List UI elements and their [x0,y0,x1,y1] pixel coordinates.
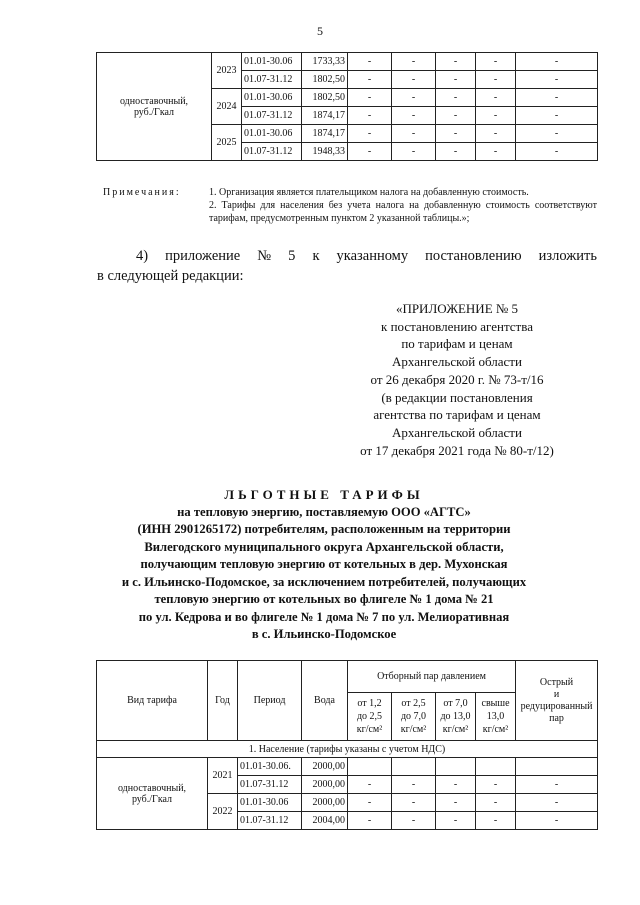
dash-cell [476,758,516,776]
dash-cell: - [516,143,598,161]
dash-cell: - [516,125,598,143]
dash-cell: - [392,107,436,125]
period-header: Период [238,661,302,741]
pressure-3-header: от 7,0 до 13,0 кг/см² [436,693,476,741]
dash-cell: - [392,89,436,107]
dash-cell [392,758,436,776]
appendix-header [340,300,574,459]
page-number: 5 [317,24,323,38]
dash-cell [436,758,476,776]
dash-cell: - [476,776,516,794]
dash-cell [516,758,598,776]
water-header: Вода [302,661,348,741]
dash-cell: - [436,53,476,71]
dash-cell: - [516,53,598,71]
appendix-line: агентства по тарифам и ценам [373,407,541,423]
preferential-tariff-table [96,660,598,830]
dash-cell: - [516,812,598,830]
paragraph-word: № [257,248,272,264]
year-header: Год [208,661,238,741]
paragraph-word: постановлению [425,248,522,264]
dash-cell: - [348,125,392,143]
dash-cell: - [348,794,392,812]
dash-cell: - [516,107,598,125]
dash-cell: - [392,71,436,89]
dash-cell: - [348,89,392,107]
period-cell: 01.01-30.06 [238,794,302,812]
pressure-2-header: от 2,5 до 7,0 кг/см² [392,693,436,741]
paragraph-4-line-1 [97,246,597,266]
dash-cell: - [348,71,392,89]
period-cell: 01.07-31.12 [242,143,302,161]
appendix-line: (в редакции постановления [381,389,533,405]
year-cell: 2024 [212,89,242,125]
dash-cell: - [392,143,436,161]
paragraph-word: 5 [288,248,296,264]
paragraph-word: 4) [136,248,149,264]
year-cell: 2021 [208,758,238,794]
dash-cell: - [348,143,392,161]
appendix-line: к постановлению агентства [381,318,533,334]
period-cell: 01.07-31.12 [238,776,302,794]
section-row [97,741,598,758]
dash-cell: - [516,794,598,812]
period-cell: 01.01-30.06 [242,89,302,107]
title-heading: ЛЬГОТНЫЕ ТАРИФЫ [224,487,424,502]
dash-cell: - [436,776,476,794]
dash-cell: - [348,776,392,794]
paragraph-word: указанному [336,248,409,264]
title-line: на тепловую энергию, поставляемую ООО «АГТС» [177,504,471,519]
period-cell: 01.01-30.06 [242,125,302,143]
appendix-line: Архангельской области [392,424,522,440]
section-cell: 1. Население (тарифы указаны с учетом НДС) [97,741,598,758]
dash-cell: - [476,71,516,89]
appendix-line: от 26 декабря 2020 г. № 73-т/16 [370,371,544,387]
water-cell: 1874,17 [302,125,348,143]
pressure-1-header: от 1,2 до 2,5 кг/см² [348,693,392,741]
dash-cell: - [436,125,476,143]
period-cell: 01.01-30.06 [242,53,302,71]
appendix-line: от 17 декабря 2021 года № 80-т/12) [360,442,554,458]
dash-cell: - [392,53,436,71]
water-cell: 1874,17 [302,107,348,125]
dash-cell: - [476,53,516,71]
water-cell: 2004,00 [302,812,348,830]
dash-cell: - [476,89,516,107]
dash-cell: - [348,107,392,125]
paragraph-word: приложение [165,248,241,264]
paragraph-word: к [312,248,320,264]
appendix-line: Архангельской области [392,354,522,370]
dash-cell: - [476,143,516,161]
water-cell: 2000,00 [302,758,348,776]
year-cell: 2022 [208,794,238,830]
title-line: тепловую энергию от котельных во флигеле № 1 дома № 21 [154,592,494,606]
water-cell: 2000,00 [302,794,348,812]
dash-cell: - [392,794,436,812]
top-tariff-table [96,52,598,161]
dash-cell: - [516,89,598,107]
year-cell: 2025 [212,125,242,161]
title-line: Вилегодского муниципального округа Архангельской области, [144,539,504,554]
dash-cell: - [348,53,392,71]
dash-cell: - [392,776,436,794]
sharp-steam-header: Острый и редуцированный пар [516,661,598,741]
dash-cell: - [392,812,436,830]
dash-cell: - [436,794,476,812]
title-line: (ИНН 2901265172) потребителям, расположенным на территории [137,522,511,536]
tariff-title [84,486,564,644]
dash-cell: - [476,812,516,830]
notes-text: 1. Организация является плательщиком налога на добавленную стоимость. 2. Тарифы для населения без учета налога на добавленную стоимость соответствуют тарифам, предусмотренным пунктом 2 указанной таблицы.»; [209,187,597,224]
water-cell: 1948,33 [302,143,348,161]
tariff-type-header: Вид тарифа [97,661,208,741]
table-row [97,53,598,71]
dash-cell [348,758,392,776]
dash-cell: - [476,794,516,812]
paragraph-4-line-2: в следующей редакции: [97,268,244,284]
dash-cell: - [476,107,516,125]
title-line: по ул. Кедрова и во флигеле № 1 дома № 7 по ул. Мелиоративная [138,609,510,624]
title-subtitle [84,504,564,644]
dash-cell: - [392,125,436,143]
dash-cell: - [436,143,476,161]
paragraph-4 [97,246,597,286]
period-cell: 01.07-31.12 [242,71,302,89]
dash-cell: - [516,71,598,89]
dash-cell: - [348,812,392,830]
dash-cell: - [516,776,598,794]
water-cell: 1802,50 [302,71,348,89]
period-cell: 01.01-30.06. [238,758,302,776]
dash-cell: - [476,125,516,143]
header-row [97,661,598,693]
dash-cell: - [436,812,476,830]
water-cell: 1733,33 [302,53,348,71]
period-cell: 01.07-31.12 [238,812,302,830]
dash-cell: - [436,89,476,107]
appendix-line: по тарифам и ценам [401,336,513,352]
water-cell: 2000,00 [302,776,348,794]
water-cell: 1802,50 [302,89,348,107]
period-cell: 01.07-31.12 [242,107,302,125]
tariff-type-cell: одноставочный, руб./Гкал [97,758,208,830]
table-row [97,758,598,776]
title-line: получающим тепловую энергию от котельных в дер. Мухонская [140,557,508,571]
paragraph-word: изложить [538,248,597,264]
pressure-4-header: свыше 13,0 кг/см² [476,693,516,741]
appendix-line: «ПРИЛОЖЕНИЕ № 5 [395,301,519,316]
tariff-type-cell: одноставочный, руб./Гкал [97,53,212,161]
notes-label: Примечания: [103,187,181,198]
steam-header: Отборный пар давлением [348,661,516,693]
dash-cell: - [436,107,476,125]
year-cell: 2023 [212,53,242,89]
dash-cell: - [436,71,476,89]
title-line: в с. Ильинско-Подомское [251,627,397,641]
title-line: и с. Ильинско-Подомское, за исключением потребителей, получающих [121,574,527,589]
